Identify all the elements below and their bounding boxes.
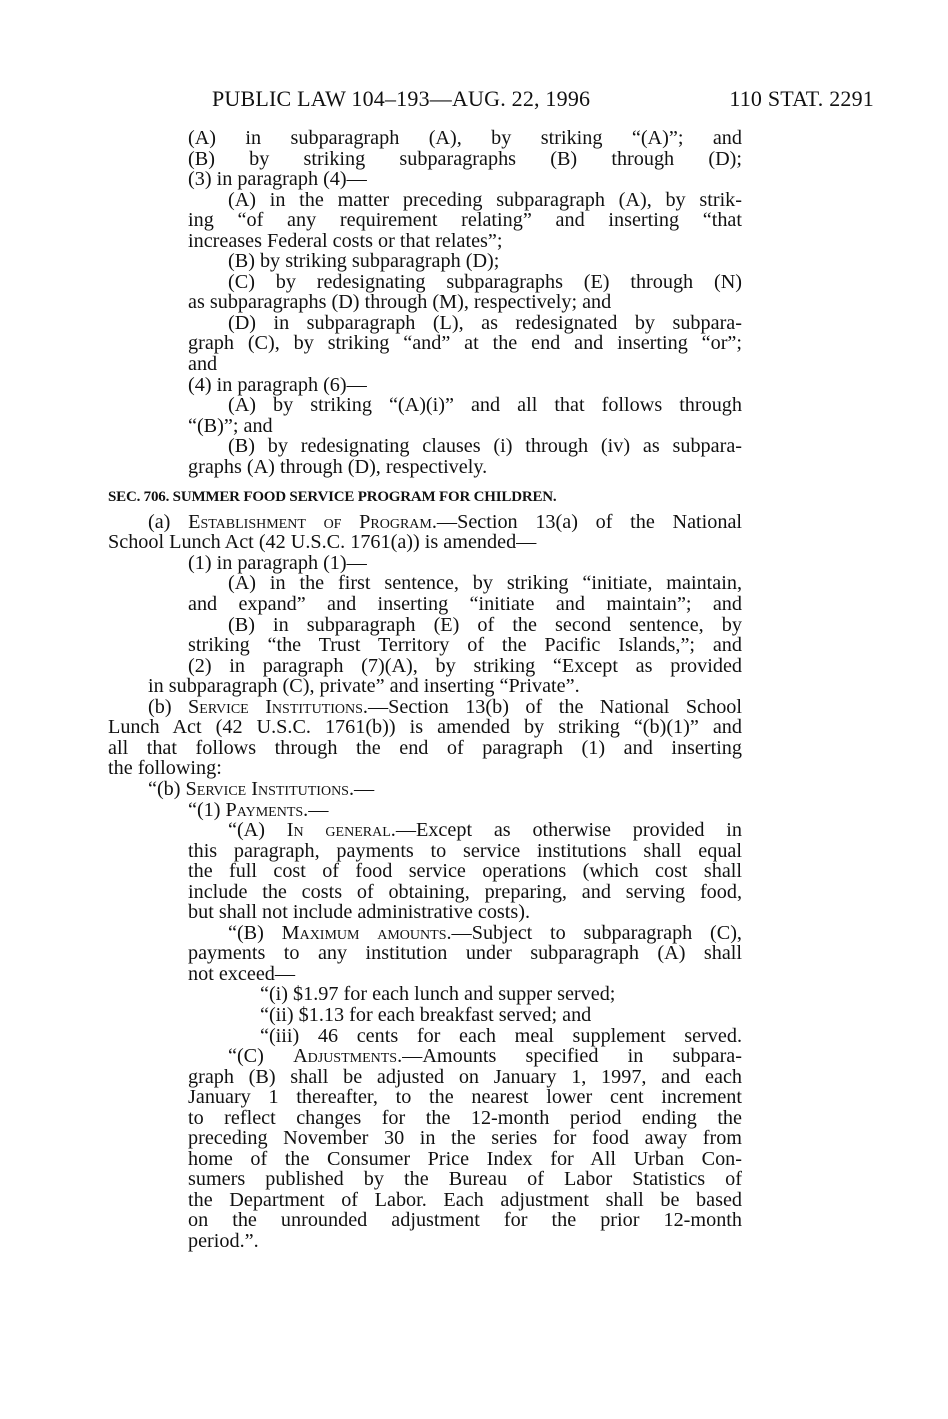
text-line: January 1 thereafter, to the nearest lower cent increment: [188, 1086, 742, 1109]
text-line: ing “of any requirement relating” and inserting “that: [188, 209, 742, 232]
text-line: (4) in paragraph (6)—: [188, 373, 367, 396]
text-line: “(i) $1.97 for each lunch and supper served;: [260, 983, 616, 1006]
text-line: preceding November 30 in the series for food away from: [188, 1127, 742, 1150]
text-line: to reflect changes for the 12-month period ending the: [188, 1106, 742, 1129]
text-line: (3) in paragraph (4)—: [188, 168, 367, 191]
text-line: payments to any institution under subparagraph (A) shall: [188, 942, 742, 965]
section-heading: SEC. 706. SUMMER FOOD SERVICE PROGRAM FOR CHILDREN.: [108, 489, 557, 506]
text-line: as subparagraphs (D) through (M), respectively; and: [188, 291, 612, 314]
text-line: graph (C), by striking “and” at the end and inserting “or”;: [188, 332, 742, 355]
text-line: (A) in subparagraph (A), by striking “(A)”; and: [188, 127, 742, 149]
text-line: period.”.: [188, 1229, 259, 1252]
run-in-heading: Payments: [225, 798, 304, 821]
text-line: (A) in the first sentence, by striking “initiate, maintain,: [228, 572, 742, 595]
run-in-heading: Service Institutions: [188, 695, 363, 718]
text-line: “(1) Payments.—: [188, 798, 329, 821]
text-line: graphs (A) through (D), respectively.: [188, 455, 488, 478]
text-line: “(B) Maximum amounts.—Subject to subparagraph (C),: [228, 921, 742, 944]
run-in-heading: Service Institutions: [185, 777, 349, 800]
text-line: “(ii) $1.13 for each breakfast served; and: [260, 1003, 592, 1026]
text-line: sumers published by the Bureau of Labor Statistics of: [188, 1168, 742, 1191]
text-line: this paragraph, payments to service institutions shall equal: [188, 839, 742, 862]
text-line: increases Federal costs or that relates”;: [188, 229, 503, 252]
text-line: in subparagraph (C), private” and inserting “Private”.: [148, 675, 580, 698]
text-line: (2) in paragraph (7)(A), by striking “Except as provided: [188, 654, 742, 677]
text-line: graph (B) shall be adjusted on January 1, 1997, and each: [188, 1065, 742, 1088]
text-line: (b) Service Institutions.—Section 13(b) of the National School: [148, 695, 742, 718]
text-line: (A) by striking “(A)(i)” and all that follows through: [228, 394, 742, 417]
text-line: the Department of Labor. Each adjustment shall be based: [188, 1188, 742, 1211]
text-line: (B) by striking subparagraph (D);: [228, 250, 500, 273]
text-line: (D) in subparagraph (L), as redesignated by subpara-: [228, 311, 742, 334]
text-line: School Lunch Act (42 U.S.C. 1761(a)) is amended—: [108, 531, 537, 554]
text-line: “(A) In general.—Except as otherwise provided in: [228, 819, 743, 842]
text-line: home of the Consumer Price Index for All Urban Con-: [188, 1147, 742, 1170]
run-in-heading: In general: [286, 819, 391, 842]
text-line: the full cost of food service operations (which cost shall: [188, 860, 742, 883]
text-line: (A) in the matter preceding subparagraph (A), by strik-: [228, 188, 742, 211]
text-line: include the costs of obtaining, preparing, and serving food,: [188, 880, 742, 903]
text-line: “(b) Service Institutions.—: [148, 777, 375, 800]
text-line: “(iii) 46 cents for each meal supplement served.: [260, 1024, 742, 1047]
text-line: (1) in paragraph (1)—: [188, 551, 367, 574]
text-line: Lunch Act (42 U.S.C. 1761(b)) is amended by striking “(b)(1)” and: [108, 716, 742, 739]
text-line: and expand” and inserting “initiate and maintain”; and: [188, 593, 742, 616]
text-line: (B) by striking subparagraphs (B) through (D);: [188, 147, 742, 170]
text-line: the following:: [108, 757, 222, 780]
text-line: all that follows through the end of paragraph (1) and inserting: [108, 736, 742, 759]
text-line: and: [188, 353, 218, 376]
running-header: [212, 86, 874, 116]
run-in-heading: Maximum amounts: [281, 921, 447, 944]
document-body: [108, 128, 742, 1252]
text-line: on the unrounded adjustment for the prior 12-month: [188, 1209, 742, 1232]
text-line: (a) Establishment of Program.—Section 13(a) of the National: [148, 510, 743, 533]
header-title: PUBLIC LAW 104–193—AUG. 22, 1996: [212, 86, 591, 111]
text-line: (C) by redesignating subparagraphs (E) through (N): [228, 270, 742, 293]
text-line: “(B)”; and: [188, 414, 273, 437]
header-page-number: 110 STAT. 2291: [729, 86, 874, 111]
run-in-heading: Establishment of Program: [188, 510, 432, 533]
run-in-heading: Adjustments: [293, 1045, 398, 1068]
text-line: (B) by redesignating clauses (i) through (iv) as subpara-: [228, 435, 742, 458]
text-line: “(C) Adjustments.—Amounts specified in subpara-: [228, 1045, 742, 1068]
text-line: but shall not include administrative costs).: [188, 901, 531, 924]
text-line: not exceed—: [188, 962, 296, 985]
text-line: (B) in subparagraph (E) of the second sentence, by: [228, 613, 742, 636]
text-line: striking “the Trust Territory of the Pacific Islands,”; and: [188, 634, 742, 657]
